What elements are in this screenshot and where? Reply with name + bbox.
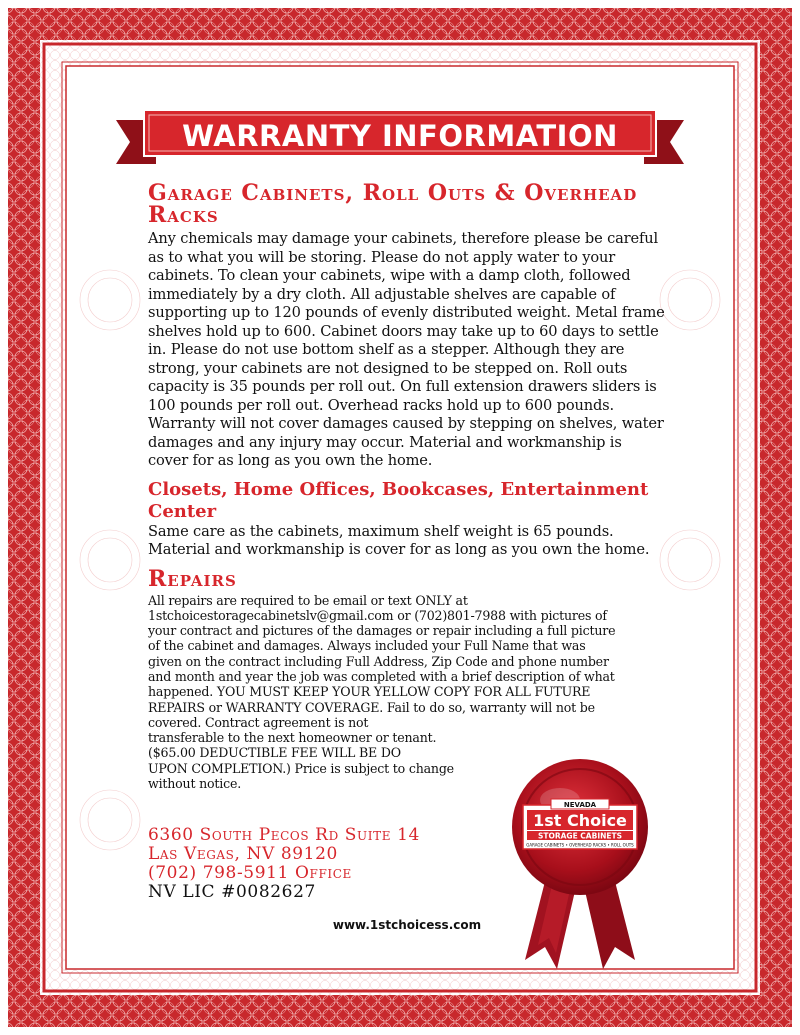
section-closets (148, 479, 666, 560)
section-body: Any chemicals may damage your cabinets, therefore please be careful as to what you will be storing. Please do not apply water to your cabinets. To clean your cabinets, wipe with a damp cloth, followed immediately by a dry cloth. All adjustable shelves are capable of supporting up to 120 pounds of evenly distributed weight. Metal frame shelves hold up to 600. Cabinet doors may take up to 60 days to settle in. Please do not use bottom shelf as a stepper. Although they are strong, your cabinets are not designed to be stepped on. Roll outs capacity is 35 pounds per roll out. On full extension drawers sliders is 100 pounds per roll out. Overhead racks hold up to 600 pounds. Warranty will not cover damages caused by stepping on shelves, water damages and any injury may occur. Material and workmanship is cover for as long as you own the home. (148, 230, 665, 469)
license-number: NV LIC #0082627 (148, 882, 316, 902)
section-garage-cabinets (148, 182, 666, 471)
repairs-line: REPAIRS or WARRANTY COVERAGE. Fail to do so, warranty will not be (148, 699, 595, 715)
seal-state: NEVADA (563, 801, 597, 809)
seal-brand: 1st Choice (533, 811, 627, 830)
repairs-line: covered. Contract agreement is not (148, 714, 369, 730)
office-phone: (702) 798-5911 Office (148, 863, 352, 883)
repairs-line: given on the contract including Full Address, Zip Code and phone number (148, 653, 609, 669)
seal-tagline: GARAGE CABINETS • OVERHEAD RACKS • ROLL OUTS (526, 842, 634, 848)
repairs-line: without notice. (148, 776, 242, 792)
address-city: Las Vegas, NV 89120 (148, 844, 338, 864)
section-heading: Closets, Home Offices, Bookcases, Entertainment Center (148, 478, 649, 522)
repairs-line: ($65.00 DEDUCTIBLE FEE WILL BE DO (148, 745, 401, 761)
repairs-line: UPON COMPLETION.) Price is subject to change (148, 760, 454, 776)
wax-seal-ribbon-icon (505, 755, 655, 975)
company-address (148, 826, 478, 902)
website-link[interactable]: www.1stchoicess.com (332, 918, 482, 932)
repairs-line: transferable to the next homeowner or tenant. (148, 730, 437, 746)
repairs-line: 1stchoicestoragecabinetslv@gmail.com or (702)801-7988 with pictures of (148, 607, 607, 623)
warranty-content (148, 182, 666, 799)
repairs-line: All repairs are required to be email or text ONLY at (148, 592, 468, 608)
repairs-line: your contract and pictures of the damages or repair including a full picture (148, 623, 616, 639)
repairs-line: happened. YOU MUST KEEP YOUR YELLOW COPY FOR ALL FUTURE (148, 684, 591, 700)
banner-title: WARRANTY INFORMATION (182, 119, 618, 153)
section-heading: Repairs (148, 565, 237, 592)
repairs-line: and month and year the job was completed with a brief description of what (148, 668, 615, 684)
brand-logo (523, 799, 637, 849)
section-body: Same care as the cabinets, maximum shelf weight is 65 pounds. Material and workmanship is cover for as long as you own the home. (148, 522, 650, 558)
address-street: 6360 South Pecos Rd Suite 14 (148, 825, 420, 845)
section-heading: Garage Cabinets, Roll Outs & Overhead Racks (148, 180, 638, 228)
seal-subtitle: STORAGE CABINETS (537, 831, 623, 841)
repairs-line: of the cabinet and damages. Always included your Full Name that was (148, 638, 586, 654)
